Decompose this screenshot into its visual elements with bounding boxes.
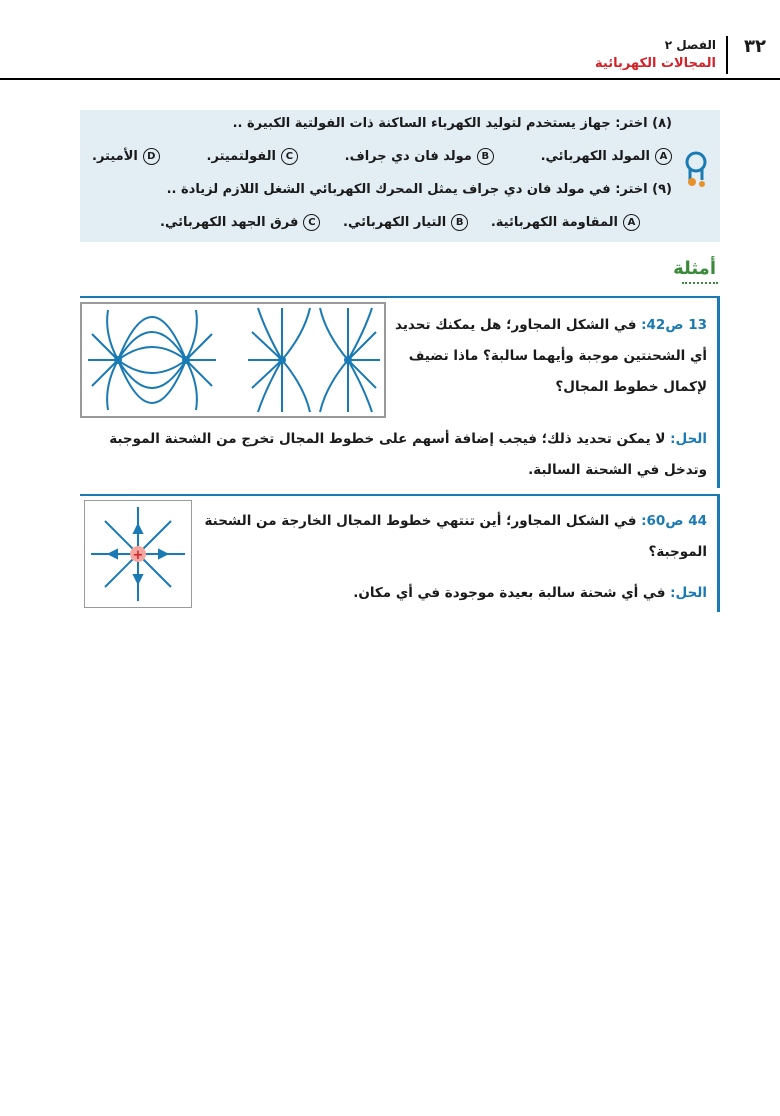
charge-left [114,356,122,364]
option-letter-b: B [451,214,468,231]
option-letter-a: A [655,148,672,165]
q8-option-d[interactable] [92,148,160,165]
q8-option-a[interactable] [541,148,672,165]
q9-option-a[interactable] [491,214,640,231]
positive-charge-figure [84,500,192,608]
q8-option-d-label: الأميتر. [92,149,138,164]
example-13-ref: 13 ص42: [641,317,707,333]
q9-option-b-label: التيار الكهربائي. [343,215,447,230]
example-44-ref: 44 ص60: [641,513,707,529]
example-44-question [197,506,707,568]
example-13-question-text: في الشكل المجاور؛ هل يمكنك تحديد أي الشحنتين موجبة وأيهما سالبة؟ ماذا تضيف لإكمال خطوط المجال؟ [395,317,707,395]
header-rule [0,78,780,80]
q8-option-b-label: مولد فان دي جراف. [344,149,472,164]
q9-option-c-label: فرق الجهد الكهربائي. [160,215,299,230]
quiz-box [80,110,720,242]
field-lines-diagram [82,304,384,416]
question-8: (٨) اختر: جهاز يستخدم لتوليد الكهرباء الساكنة ذات الفولتية الكبيرة .. [232,116,672,131]
question-9-options [160,214,640,231]
option-letter-c: C [303,214,320,231]
example-13-solution [87,424,707,486]
q9-option-b[interactable] [343,214,468,231]
charge-like-left [278,356,286,364]
charge-right [182,356,190,364]
option-letter-c: C [281,148,298,165]
option-letter-b: B [477,148,494,165]
header-divider [726,36,728,74]
question-8-options [92,148,672,165]
q8-option-b[interactable] [345,148,494,165]
charge-symbol: + [132,548,144,563]
solution-label: الحل: [670,585,707,601]
q8-option-c[interactable] [207,148,298,165]
section-title: أمثلة [673,258,716,279]
example-13-solution-text: لا يمكن تحديد ذلك؛ فيجب إضافة أسهم على خطوط المجال تخرج من الشحنة الموجبة وتدخل في الشحنة السالبة. [109,431,707,478]
q8-option-a-label: المولد الكهربائي. [540,149,650,164]
q9-option-a-label: المقاومة الكهربائية. [490,215,618,230]
solution-label: الحل: [670,431,707,447]
unlike-charges-field [88,310,216,410]
example-44-question-text: في الشكل المجاور؛ أين تنتهي خطوط المجال الخارجة من الشحنة الموجبة؟ [204,513,707,560]
chapter-title: المجالات الكهربائية [595,56,716,71]
magnet-icon [680,150,712,190]
example-44-solution [197,578,707,609]
page-header [0,28,780,80]
charge-like-right [344,356,352,364]
field-lines-figure [80,302,386,418]
q8-option-c-label: الفولتميتر. [206,149,276,164]
example-44-solution-text: في أي شحنة سالبة بعيدة موجودة في أي مكان. [353,585,671,601]
section-underline [682,282,718,284]
option-letter-d: D [143,148,160,165]
like-charges-field [248,308,380,412]
example-13-question [387,310,707,403]
chapter-label: الفصل ٢ [664,38,716,52]
positive-charge-diagram [85,501,191,607]
page-number: ٣٢ [744,36,766,57]
q9-option-c[interactable] [160,214,320,231]
option-letter-a: A [623,214,640,231]
question-9: (٩) اختر: في مولد فان دي جراف يمثل المحرك الكهربائي الشغل اللازم لزيادة .. [166,182,672,197]
